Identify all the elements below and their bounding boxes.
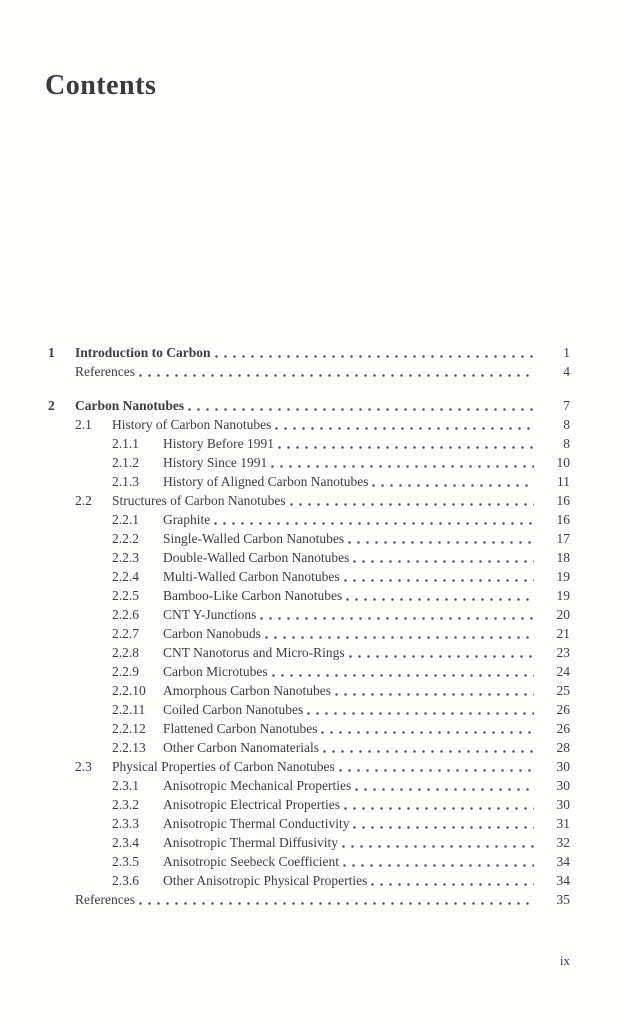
toc-entry-page: 8 xyxy=(563,436,570,451)
toc-entry-page: 28 xyxy=(556,740,570,755)
toc-entry-title: Carbon Nanotubes xyxy=(75,398,185,413)
dot-leader xyxy=(275,415,534,434)
toc-entry xyxy=(48,510,570,529)
table-of-contents xyxy=(48,343,570,909)
toc-entry-page: 30 xyxy=(556,797,570,812)
toc-entry-page: 23 xyxy=(556,645,570,660)
toc-entry-number: 2.2.12 xyxy=(112,721,146,736)
toc-entry xyxy=(48,776,570,795)
toc-entry-title: History of Aligned Carbon Nanotubes xyxy=(163,474,369,489)
toc-entry-page: 30 xyxy=(556,778,570,793)
dot-leader xyxy=(321,719,534,738)
toc-entry-number: 2.2.11 xyxy=(112,702,146,717)
toc-entry xyxy=(48,643,570,662)
toc-entry xyxy=(48,491,570,510)
toc-entry-title: Multi-Walled Carbon Nanotubes xyxy=(163,569,340,584)
toc-entry-page: 31 xyxy=(556,816,570,831)
toc-entry-number: 2.1.2 xyxy=(112,455,139,470)
toc-entry-number: 2.3.1 xyxy=(112,778,139,793)
toc-entry-number: 1 xyxy=(48,345,55,360)
toc-entry xyxy=(48,795,570,814)
toc-entry-number: 2.3 xyxy=(75,759,92,774)
toc-entry-number: 2.2.2 xyxy=(112,531,139,546)
toc-entry-number: 2.3.5 xyxy=(112,854,139,869)
dot-leader xyxy=(335,681,534,700)
toc-entry-page: 11 xyxy=(557,474,570,489)
toc-entry-page: 16 xyxy=(556,512,570,527)
toc-entry xyxy=(48,814,570,833)
toc-entry xyxy=(48,434,570,453)
toc-entry-title: Other Anisotropic Physical Properties xyxy=(163,873,368,888)
toc-entry xyxy=(48,890,570,909)
toc-entry-number: 2.2.6 xyxy=(112,607,139,622)
dot-leader xyxy=(371,871,534,890)
dot-leader xyxy=(348,529,534,548)
toc-entry-number: 2.3.4 xyxy=(112,835,139,850)
toc-entry xyxy=(48,415,570,434)
toc-entry-page: 20 xyxy=(556,607,570,622)
dot-leader xyxy=(344,567,534,586)
toc-entry-number: 2.2.7 xyxy=(112,626,139,641)
toc-entry-page: 17 xyxy=(556,531,570,546)
toc-entry-title: Other Carbon Nanomaterials xyxy=(163,740,319,755)
toc-entry-number: 2.1.1 xyxy=(112,436,139,451)
toc-entry-page: 25 xyxy=(556,683,570,698)
toc-entry-title: CNT Y-Junctions xyxy=(163,607,257,622)
toc-entry-page: 10 xyxy=(556,455,570,470)
dot-leader xyxy=(265,624,534,643)
toc-entry xyxy=(48,833,570,852)
toc-entry-page: 16 xyxy=(556,493,570,508)
toc-entry-number: 2.1.3 xyxy=(112,474,139,489)
toc-entry-page: 34 xyxy=(556,854,570,869)
dot-leader xyxy=(139,890,534,909)
toc-entry-number: 2.3.6 xyxy=(112,873,139,888)
toc-entry-page: 19 xyxy=(556,588,570,603)
toc-entry xyxy=(48,548,570,567)
toc-entry-page: 1 xyxy=(563,345,570,360)
toc-entry-page: 34 xyxy=(556,873,570,888)
dot-leader xyxy=(272,662,534,681)
toc-entry-title: Carbon Microtubes xyxy=(163,664,268,679)
toc-entry-title: Anisotropic Electrical Properties xyxy=(163,797,340,812)
toc-entry-page: 19 xyxy=(556,569,570,584)
toc-entry xyxy=(48,719,570,738)
toc-entry-page: 26 xyxy=(556,702,570,717)
dot-leader xyxy=(214,510,534,529)
dot-leader xyxy=(343,852,534,871)
toc-entry-title: Physical Properties of Carbon Nanotubes xyxy=(112,759,335,774)
dot-leader xyxy=(260,605,534,624)
toc-entry xyxy=(48,605,570,624)
toc-entry xyxy=(48,453,570,472)
toc-entry xyxy=(48,681,570,700)
dot-leader xyxy=(346,586,534,605)
toc-entry xyxy=(48,624,570,643)
toc-entry-page: 7 xyxy=(563,398,570,413)
toc-entry-title: History of Carbon Nanotubes xyxy=(112,417,272,432)
dot-leader xyxy=(339,757,534,776)
toc-entry-title: Bamboo-Like Carbon Nanotubes xyxy=(163,588,343,603)
toc-entry-title: Introduction to Carbon xyxy=(75,345,211,360)
toc-entry-page: 35 xyxy=(556,892,570,907)
toc-entry-title: Anisotropic Mechanical Properties xyxy=(163,778,352,793)
toc-entry xyxy=(48,586,570,605)
toc-entry xyxy=(48,662,570,681)
toc-entry-page: 18 xyxy=(556,550,570,565)
toc-entry-number: 2.2.1 xyxy=(112,512,139,527)
toc-entry-number: 2.2 xyxy=(75,493,92,508)
toc-entry-number: 2.1 xyxy=(75,417,92,432)
page-title: Contents xyxy=(45,70,157,101)
toc-entry-number: 2.2.9 xyxy=(112,664,139,679)
toc-entry-page: 24 xyxy=(556,664,570,679)
dot-leader xyxy=(372,472,534,491)
toc-entry-number: 2.2.5 xyxy=(112,588,139,603)
dot-leader xyxy=(290,491,534,510)
toc-entry-number: 2.3.2 xyxy=(112,797,139,812)
toc-entry-title: Structures of Carbon Nanotubes xyxy=(112,493,286,508)
toc-entry xyxy=(48,871,570,890)
dot-leader xyxy=(139,362,534,381)
dot-leader xyxy=(271,453,534,472)
toc-entry xyxy=(48,472,570,491)
toc-entry-number: 2.2.8 xyxy=(112,645,139,660)
toc-entry-title: Double-Walled Carbon Nanotubes xyxy=(163,550,350,565)
toc-entry-title: Anisotropic Thermal Conductivity xyxy=(163,816,350,831)
toc-entry-title: CNT Nanotorus and Micro-Rings xyxy=(163,645,345,660)
dot-leader xyxy=(278,434,534,453)
toc-entry xyxy=(48,738,570,757)
toc-entry xyxy=(48,343,570,362)
toc-entry xyxy=(48,757,570,776)
toc-entry-title: Flattened Carbon Nanotubes xyxy=(163,721,318,736)
toc-entry-title: Carbon Nanobuds xyxy=(163,626,261,641)
toc-entry-title: References xyxy=(75,364,135,379)
toc-entry xyxy=(48,567,570,586)
dot-leader xyxy=(344,795,534,814)
toc-entry-title: Amorphous Carbon Nanotubes xyxy=(163,683,331,698)
toc-entry-number: 2 xyxy=(48,398,55,413)
dot-leader xyxy=(355,776,534,795)
toc-entry-number: 2.2.13 xyxy=(112,740,146,755)
toc-entry-title: History Since 1991 xyxy=(163,455,268,470)
dot-leader xyxy=(353,548,534,567)
toc-entry-number: 2.2.3 xyxy=(112,550,139,565)
toc-entry-title: Graphite xyxy=(163,512,211,527)
dot-leader xyxy=(342,833,534,852)
toc-entry-title: Anisotropic Thermal Diffusivity xyxy=(163,835,338,850)
dot-leader xyxy=(323,738,534,757)
toc-entry-number: 2.2.10 xyxy=(112,683,146,698)
folio-page-number: ix xyxy=(559,953,570,968)
toc-entry-title: Anisotropic Seebeck Coefficient xyxy=(163,854,339,869)
dot-leader xyxy=(215,343,534,362)
toc-entry-number: 2.2.4 xyxy=(112,569,139,584)
toc-entry xyxy=(48,529,570,548)
toc-entry-page: 30 xyxy=(556,759,570,774)
toc-entry-title: History Before 1991 xyxy=(163,436,274,451)
dot-leader xyxy=(349,643,534,662)
dot-leader xyxy=(307,700,534,719)
toc-entry-page: 4 xyxy=(563,364,570,379)
dot-leader xyxy=(188,396,534,415)
toc-entry-number: 2.3.3 xyxy=(112,816,139,831)
toc-entry-title: References xyxy=(75,892,135,907)
toc-entry xyxy=(48,852,570,871)
toc-entry-title: Coiled Carbon Nanotubes xyxy=(163,702,304,717)
dot-leader xyxy=(353,814,534,833)
toc-entry xyxy=(48,700,570,719)
toc-entry-title: Single-Walled Carbon Nanotubes xyxy=(163,531,345,546)
toc-entry-page: 26 xyxy=(556,721,570,736)
toc-entry-page: 21 xyxy=(556,626,570,641)
toc-entry xyxy=(48,396,570,415)
toc-entry-page: 8 xyxy=(563,417,570,432)
toc-entry-page: 32 xyxy=(556,835,570,850)
toc-entry xyxy=(48,362,570,381)
